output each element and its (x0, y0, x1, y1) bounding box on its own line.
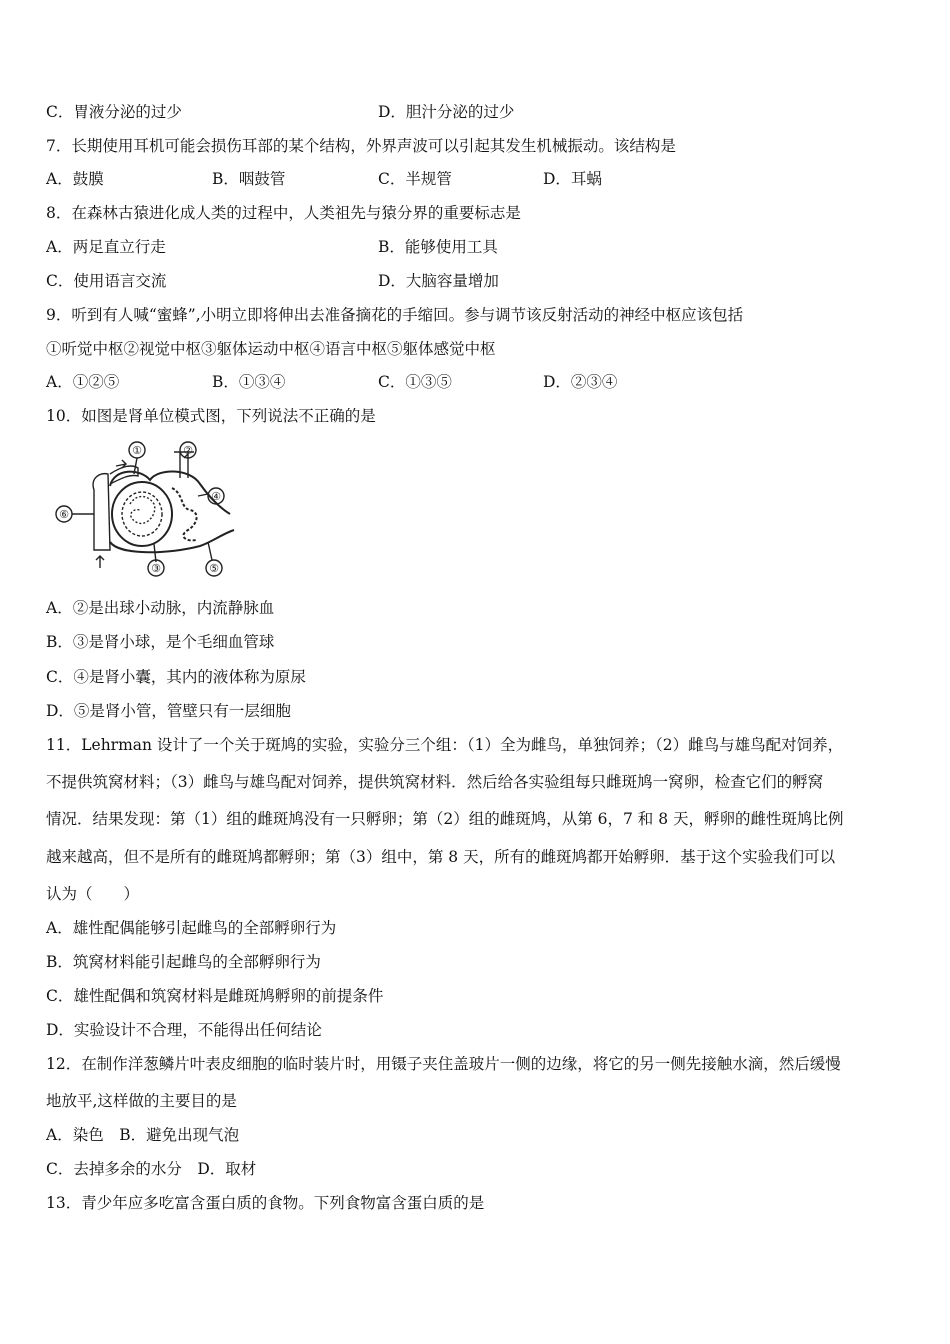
renal-vessel (93, 474, 110, 550)
flow-arrow-bottom (96, 556, 104, 568)
q8-stem: 8．在森林古猿进化成人类的过程中，人类祖先与猿分界的重要标志是 (46, 204, 521, 222)
capillary-tuft (130, 497, 155, 524)
label-2: ② (183, 444, 193, 457)
q8-option-a: A．两足直立行走 (46, 238, 166, 256)
q12-line-1: 12．在制作洋葱鳞片叶表皮细胞的临时装片时，用镊子夹住盖玻片一侧的边缘，将它的另一侧先接触水滴，然后缓慢 (46, 1055, 841, 1073)
q12-options-cd: C．去掉多余的水分 D．取材 (46, 1160, 257, 1178)
q9-option-a: A．①②⑤ (46, 373, 120, 391)
q11-line-1: 11．Lehrman 设计了一个关于斑鸠的实验，实验分三个组：（1）全为雌鸟，单独饲养；（2）雌鸟与雄鸟配对饲养， (46, 736, 844, 754)
label-3: ③ (151, 562, 161, 575)
q7-option-c: C．半规管 (378, 170, 452, 188)
label-4: ④ (211, 490, 221, 503)
q7-option-d: D．耳蜗 (543, 170, 602, 188)
q9-option-b: B．①③④ (212, 373, 286, 391)
q10-option-d: D．⑤是肾小管，管壁只有一层细胞 (46, 702, 291, 720)
q6-option-d: D．胆汁分泌的过少 (378, 103, 515, 121)
q7-option-a: A．鼓膜 (46, 170, 104, 188)
q12-line-2: 地放平,这样做的主要目的是 (46, 1092, 237, 1110)
q7-option-b: B．咽鼓管 (212, 170, 286, 188)
q13-stem: 13．青少年应多吃富含蛋白质的食物。下列食物富含蛋白质的是 (46, 1194, 485, 1212)
nephron-diagram (50, 438, 240, 578)
q11-option-c: C．雄性配偶和筑窝材料是雌斑鸠孵卵的前提条件 (46, 987, 384, 1005)
q6-option-c: C．胃液分泌的过少 (46, 103, 182, 121)
afferent-arteriole (110, 466, 138, 484)
label-6: ⑥ (59, 508, 69, 521)
q11-option-a: A．雄性配偶能够引起雌鸟的全部孵卵行为 (46, 919, 337, 937)
label-1: ① (132, 444, 142, 457)
q11-line-3: 情况．结果发现：第（1）组的雌斑鸠没有一只孵卵；第（2）组的雌斑鸠，从第 6，7 和 8 天，孵卵的雌性斑鸠比例 (46, 810, 844, 828)
q11-line-4: 越来越高，但不是所有的雌斑鸠都孵卵；第（3）组中，第 8 天，所有的雌斑鸠都开始孵卵．基于这个实验我们可以 (46, 848, 836, 866)
q9-items: ①听觉中枢②视觉中枢③躯体运动中枢④语言中枢⑤躯体感觉中枢 (46, 340, 496, 358)
q9-option-c: C．①③⑤ (378, 373, 452, 391)
q10-option-a: A．②是出球小动脉，内流静脉血 (46, 599, 275, 617)
q10-stem: 10．如图是肾单位模式图，下列说法不正确的是 (46, 407, 376, 425)
q11-option-b: B．筑窝材料能引起雌鸟的全部孵卵行为 (46, 953, 321, 971)
q8-option-c: C．使用语言交流 (46, 272, 167, 290)
label-5: ⑤ (209, 562, 219, 575)
convoluted-tubule (172, 488, 197, 540)
q8-option-d: D．大脑容量增加 (378, 272, 499, 290)
q11-line-2: 不提供筑窝材料；（3）雌鸟与雄鸟配对饲养，提供筑窝材料．然后给各实验组每只雌斑鸠一窝卵，检查它们的孵窝 (46, 773, 824, 791)
q10-option-c: C．④是肾小囊，其内的液体称为原尿 (46, 668, 306, 686)
leader-4 (198, 494, 208, 496)
q8-option-b: B．能够使用工具 (378, 238, 498, 256)
q9-stem: 9．听到有人喊“蜜蜂”,小明立即将伸出去准备摘花的手缩回。参与调节该反射活动的神经中枢应该包括 (46, 306, 744, 324)
q11-line-5: 认为（ ） (46, 885, 140, 903)
q7-stem: 7．长期使用耳机可能会损伤耳部的某个结构，外界声波可以引起其发生机械振动。该结构是 (46, 137, 676, 155)
leader-5 (208, 542, 212, 560)
glomerulus (122, 492, 162, 536)
q11-option-d: D．实验设计不合理，不能得出任何结论 (46, 1021, 322, 1039)
q12-options-ab: A．染色 B．避免出现气泡 (46, 1126, 240, 1144)
q9-option-d: D．②③④ (543, 373, 618, 391)
leader-3 (154, 544, 156, 562)
q10-option-b: B．③是肾小球，是个毛细血管球 (46, 633, 275, 651)
tubule-lower (110, 530, 234, 552)
